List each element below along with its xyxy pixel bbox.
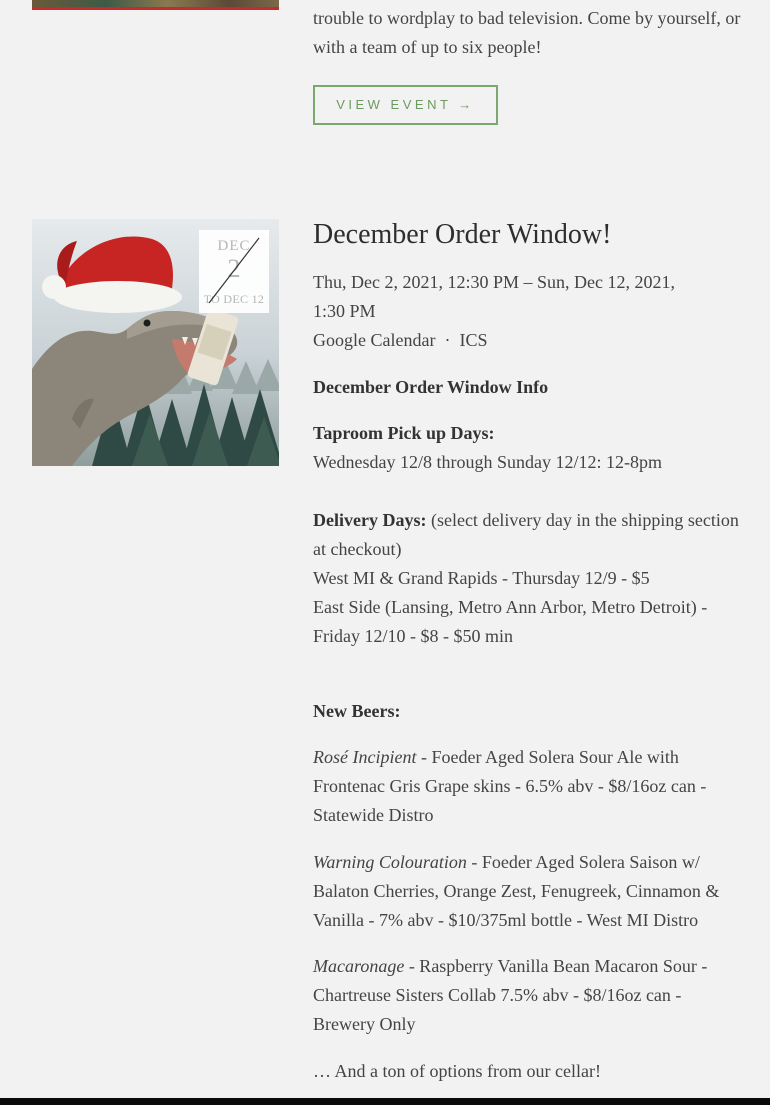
google-calendar-link[interactable]: Google Calendar	[313, 330, 436, 350]
delivery-note: (select delivery day in the shipping section at checkout)	[313, 510, 739, 559]
delivery-days	[313, 506, 743, 651]
calendar-links	[313, 326, 487, 355]
delivery-east: East Side (Lansing, Metro Ann Arbor, Metro Detroit) - Friday 12/10 - $8 - $50 min	[313, 597, 708, 646]
event-title[interactable]: December Order Window!	[313, 219, 612, 250]
taproom-pickup	[313, 419, 743, 477]
delivery-west: West MI & Grand Rapids - Thursday 12/9 - $5	[313, 568, 650, 588]
taproom-label: Taproom Pick up Days:	[313, 423, 495, 443]
cellar-note: … And a ton of options from our cellar!	[313, 1061, 601, 1081]
new-beers-heading	[313, 697, 743, 726]
previous-event-description: trouble to wordplay to bad television. Come by yourself, or with a team of up to six people!	[313, 8, 741, 57]
beer-name: Macaronage	[313, 956, 405, 976]
beer-name: Rosé Incipient	[313, 747, 417, 767]
calendar-links-separator: ·	[444, 330, 451, 350]
date-tag-end: TO DEC 12	[203, 292, 265, 306]
event-time-range: Thu, Dec 2, 2021, 12:30 PM – Sun, Dec 12, 2021, 1:30 PM	[313, 272, 675, 321]
previous-event-image[interactable]	[32, 0, 279, 10]
event-date-tag	[199, 230, 269, 313]
beer-item	[313, 743, 743, 830]
date-range-slash-icon	[199, 230, 269, 313]
delivery-label: Delivery Days:	[313, 510, 427, 530]
beer-description: - Foeder Aged Solera Saison w/ Balaton Cherries, Orange Zest, Fenugreek, Cinnamon & Vanilla - 7% abv - $10/375ml bottle - West MI Distro	[313, 852, 720, 930]
order-window-heading	[313, 373, 743, 402]
beer-description: - Raspberry Vanilla Bean Macaron Sour - Chartreuse Sisters Collab 7.5% abv - $8/16oz can - Brewery Only	[313, 956, 708, 1034]
taproom-detail: Wednesday 12/8 through Sunday 12/12: 12-8pm	[313, 452, 663, 472]
new-beers-heading-text: New Beers:	[313, 701, 401, 721]
date-tag-month: DEC	[217, 238, 251, 254]
beer-description: - Foeder Aged Solera Sour Ale with Frontenac Gris Grape skins - 6.5% abv - $8/16oz can - Statewide Distro	[313, 747, 707, 825]
footer-bar	[0, 1098, 770, 1105]
beer-name: Warning Colouration	[313, 852, 467, 872]
date-tag-day: 2	[227, 254, 241, 283]
view-event-button[interactable]: VIEW EVENT →	[313, 85, 498, 125]
beer-item	[313, 848, 743, 935]
beer-item	[313, 952, 743, 1039]
ics-link[interactable]: ICS	[459, 330, 488, 350]
order-window-heading-text: December Order Window Info	[313, 377, 549, 397]
